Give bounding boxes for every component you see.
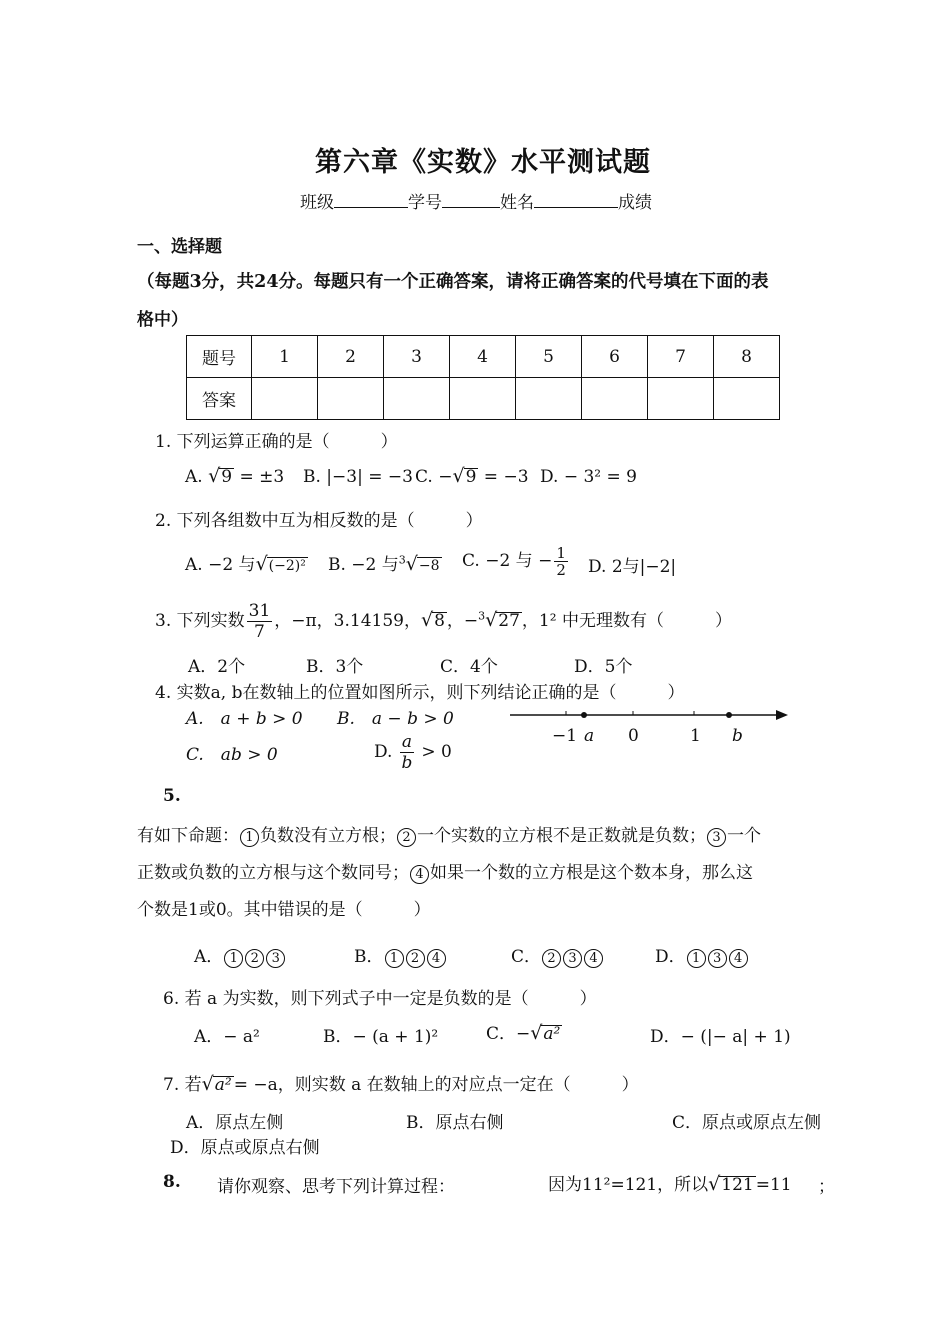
q1-stem: 1. 下列运算正确的是（ ）	[155, 432, 398, 452]
fraction-numerator: a	[401, 732, 412, 752]
q2-a-label: A. −2 与	[185, 555, 256, 575]
q5-line-1	[137, 821, 761, 847]
q6-stem: 6. 若 a 为实数，则下列式子中一定是负数的是（ ）	[163, 989, 597, 1009]
q3-option-b: B．3个	[306, 657, 364, 677]
radical-sign: √	[452, 465, 465, 487]
table-header-number: 题号	[187, 336, 252, 378]
circled-number: 3	[266, 949, 285, 968]
radical-sign: √	[255, 553, 268, 575]
q5-option-a	[194, 942, 286, 968]
q8-because: 因为11²=121，所以	[548, 1175, 709, 1195]
q3-option-c: C．4个	[440, 657, 498, 677]
answer-cell[interactable]	[582, 378, 648, 420]
q6-option-c	[486, 1019, 562, 1044]
arrow-icon	[776, 710, 788, 720]
circled-number: 3	[563, 949, 582, 968]
axis-label: 0	[628, 726, 639, 746]
q5-option-c	[511, 942, 604, 968]
answer-cell[interactable]	[384, 378, 450, 420]
answer-cell[interactable]	[648, 378, 714, 420]
q7-rest: = −a，则实数 a 在数轴上的对应点一定在（ ）	[233, 1075, 639, 1095]
point-a	[581, 712, 587, 718]
circled-number: 2	[542, 949, 561, 968]
q8-semicolon: ；	[818, 1177, 835, 1197]
fraction-denominator: b	[401, 753, 413, 773]
circled-number: 1	[385, 949, 404, 968]
q2-c-label: C. −2 与 −	[462, 551, 553, 571]
student-info-line	[300, 188, 652, 213]
circled-number: 1	[240, 828, 259, 847]
q5-option-b	[354, 942, 447, 968]
instruction-line-1: （每题3分，共24分。每题只有一个正确答案，请将正确答案的代号填在下面的表	[137, 272, 769, 292]
table-row	[187, 378, 780, 420]
q4-stem: 4. 实数a, b在数轴上的位置如图所示，则下列结论正确的是（ ）	[155, 683, 685, 703]
option-label: D．	[655, 947, 686, 967]
answer-cell[interactable]	[318, 378, 384, 420]
q6-option-a: A．− a²	[194, 1027, 260, 1047]
axis-label: 1	[690, 726, 701, 746]
q4-option-b: B. a − b > 0	[337, 709, 454, 729]
q4-option-d	[374, 732, 452, 773]
id-label: 学号	[408, 193, 442, 213]
q2-b-index: 3	[398, 553, 406, 567]
q3-option-a: A．2个	[188, 657, 246, 677]
q1-a-rest: = ±3	[239, 467, 285, 487]
q3-stem	[155, 601, 732, 642]
q6-c-label: C．−	[486, 1024, 531, 1044]
q2-option-c	[462, 545, 570, 578]
answer-cell[interactable]	[714, 378, 780, 420]
q2-a-radicand: (−2)²	[268, 558, 306, 574]
table-cell: 7	[648, 336, 714, 378]
q1-c-radicand: 9	[465, 467, 477, 487]
q8-text: 请你观察、思考下列计算过程：	[217, 1177, 455, 1197]
q5-line-2	[137, 858, 753, 884]
circled-number: 1	[687, 949, 706, 968]
q6-option-d: D．− (|− a| + 1)	[650, 1027, 791, 1047]
q2-c-fraction	[554, 545, 568, 578]
q3-option-d: D．5个	[574, 657, 633, 677]
point-b	[726, 712, 732, 718]
q4-option-a: A. a + b > 0	[186, 709, 303, 729]
q1-c-rest: = −3	[483, 467, 529, 487]
q7-option-a: A．原点左侧	[186, 1113, 284, 1133]
q3-radicand-1: 8	[434, 611, 445, 631]
q5-number: 5.	[163, 786, 181, 806]
circled-number: 4	[427, 949, 446, 968]
q5-line-3: 个数是1或0。其中错误的是（ ）	[137, 900, 431, 920]
fraction-denominator: 2	[556, 561, 566, 579]
answer-cell[interactable]	[516, 378, 582, 420]
class-label: 班级	[300, 193, 334, 213]
q2-option-d: D. 2与|−2|	[588, 557, 677, 577]
q8-result: =11	[755, 1175, 792, 1195]
q2-b-label: B. −2 与	[328, 555, 399, 575]
option-label: B．	[354, 947, 384, 967]
q2-option-b	[328, 550, 442, 575]
q1-option-d: D. − 3² = 9	[540, 467, 637, 487]
fraction-denominator: 7	[254, 622, 265, 642]
q1-option-a	[185, 465, 284, 487]
q7-option-b: B．原点右侧	[406, 1113, 504, 1133]
q5-option-d	[655, 942, 749, 968]
q2-b-radicand: −8	[418, 558, 440, 574]
table-cell: 8	[714, 336, 780, 378]
answer-cell[interactable]	[252, 378, 318, 420]
q8-radicand: 121	[721, 1175, 754, 1195]
axis-label: b	[732, 726, 743, 746]
q7-option-c: C．原点或原点左侧	[672, 1113, 822, 1133]
circled-number: 1	[224, 949, 243, 968]
table-header-answer: 答案	[187, 378, 252, 420]
answer-table	[186, 335, 780, 420]
option-label: C．	[511, 947, 542, 967]
q5-text: 负数没有立方根；	[260, 826, 396, 846]
answer-cell[interactable]	[450, 378, 516, 420]
q1-option-c	[415, 465, 529, 487]
score-label: 成绩	[618, 193, 652, 213]
q1-a-radicand: 9	[221, 467, 233, 487]
q5-text: 正数或负数的立方根与这个数同号；	[137, 863, 409, 883]
circled-number: 4	[729, 949, 748, 968]
q3-mid: ，−π，3.14159，	[274, 611, 421, 631]
axis-label: a	[584, 726, 595, 746]
circled-number: 2	[245, 949, 264, 968]
q4-d-rest: > 0	[421, 742, 452, 762]
q5-text: 如果一个数的立方根是这个数本身，那么这	[430, 863, 753, 883]
q8-calc	[548, 1170, 792, 1195]
q4-d-label: D.	[374, 742, 393, 762]
circled-number: 4	[410, 865, 429, 884]
q3-fraction	[247, 601, 273, 642]
number-line	[500, 700, 800, 750]
q8-number: 8.	[163, 1172, 181, 1192]
table-cell: 3	[384, 336, 450, 378]
q7-prefix: 7. 若	[163, 1075, 202, 1095]
q3-suffix: ，1² 中无理数有（ ）	[521, 611, 732, 631]
q3-cube-index: 3	[478, 609, 486, 623]
q7-stem	[163, 1070, 639, 1095]
q6-option-b: B．− (a + 1)²	[323, 1027, 439, 1047]
option-label: A．	[194, 947, 224, 967]
name-blank	[534, 191, 618, 208]
q6-c-radicand: a²	[543, 1024, 561, 1044]
radical-sign: √	[420, 609, 434, 631]
section-heading: 一、选择题	[137, 237, 222, 257]
instruction-line-2: 格中）	[137, 310, 188, 330]
q4-d-fraction	[400, 732, 414, 773]
circled-number: 4	[584, 949, 603, 968]
table-cell: 5	[516, 336, 582, 378]
table-row	[187, 336, 780, 378]
table-cell: 4	[450, 336, 516, 378]
circled-number: 3	[708, 949, 727, 968]
page-title: 第六章《实数》水平测试题	[315, 147, 651, 178]
q3-comma: ，−	[446, 611, 479, 631]
radical-sign: √	[530, 1022, 543, 1044]
q3-prefix: 3. 下列实数	[155, 611, 245, 631]
name-label: 姓名	[500, 193, 534, 213]
q2-stem: 2. 下列各组数中互为相反数的是（ ）	[155, 511, 483, 531]
q1-option-b: B. |−3| = −3	[303, 467, 413, 487]
circled-number: 2	[406, 949, 425, 968]
q7-radicand: a²	[214, 1075, 232, 1095]
circled-number: 2	[397, 828, 416, 847]
class-blank	[334, 191, 408, 208]
radical-sign: √	[208, 465, 221, 487]
q5-text: 一个实数的立方根不是正数就是负数；	[417, 826, 706, 846]
q3-radicand-2: 27	[498, 611, 520, 631]
q5-text: 一个	[727, 826, 761, 846]
q2-option-a	[185, 550, 308, 575]
q7-option-d: D．原点或原点右侧	[170, 1138, 320, 1158]
table-cell: 6	[582, 336, 648, 378]
axis-label: −1	[552, 726, 578, 746]
radical-sign: √	[405, 553, 418, 575]
table-cell: 2	[318, 336, 384, 378]
q5-text: 有如下命题：	[137, 826, 239, 846]
q1-a-label: A.	[185, 467, 203, 487]
circled-number: 3	[707, 828, 726, 847]
table-cell: 1	[252, 336, 318, 378]
radical-sign: √	[708, 1173, 721, 1195]
q1-c-label: C. −	[415, 467, 453, 487]
fraction-numerator: 31	[248, 601, 271, 621]
radical-sign: √	[201, 1073, 214, 1095]
id-blank	[442, 191, 500, 208]
q4-option-c: C. ab > 0	[186, 745, 278, 765]
radical-sign: √	[485, 609, 498, 631]
fraction-numerator: 1	[556, 544, 566, 562]
